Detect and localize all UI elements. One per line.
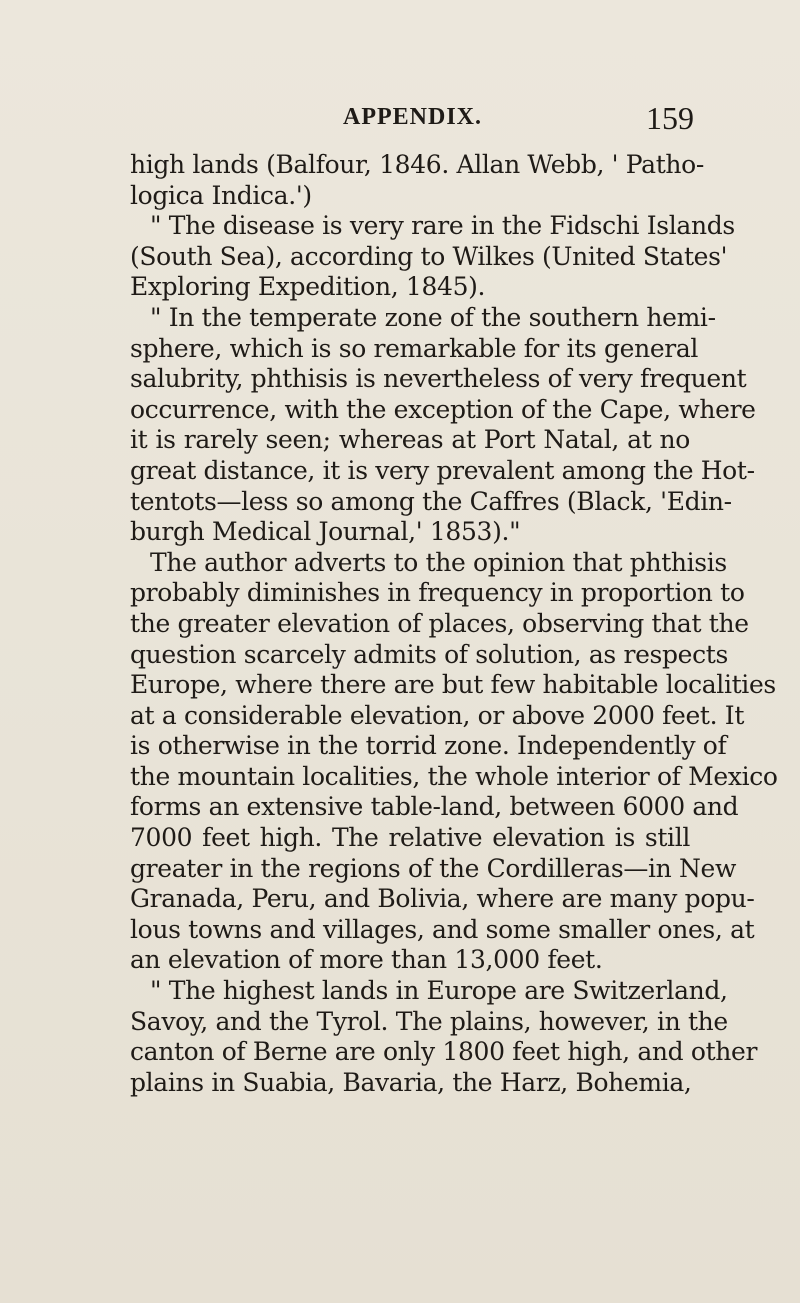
text-line: at a considerable elevation, or above 2000 feet. It (130, 700, 745, 730)
text-line: sphere, which is so remarkable for its general (130, 333, 699, 363)
text-line: burgh Medical Journal,' 1853)." (130, 517, 521, 547)
text-line: " The disease is very rare in the Fidschi Islands (150, 211, 735, 241)
text-line: Granada, Peru, and Bolivia, where are many popu- (130, 884, 755, 914)
text-line: the greater elevation of places, observing that the (130, 608, 749, 638)
text-line: The author adverts to the opinion that phthisis (150, 547, 727, 577)
text-line: Europe, where there are but few habitable localities (130, 670, 776, 700)
running-head (0, 100, 800, 140)
text-line: " The highest lands in Europe are Switzerland, (150, 976, 728, 1006)
text-line: lous towns and villages, and some smaller ones, at (130, 914, 755, 944)
body-text (130, 150, 778, 1098)
text-line: Savoy, and the Tyrol. The plains, however, in the (130, 1006, 728, 1036)
text-line: the mountain localities, the whole interior of Mexico (130, 761, 778, 791)
text-line: an elevation of more than 13,000 feet. (130, 945, 603, 975)
text-line: it is rarely seen; whereas at Port Natal, at no (130, 425, 690, 455)
text-line: Exploring Expedition, 1845). (130, 272, 486, 302)
text-line: plains in Suabia, Bavaria, the Harz, Bohemia, (130, 1067, 692, 1097)
text-line: high lands (Balfour, 1846. Allan Webb, ' Patho- (130, 150, 704, 179)
text-line: tentots—less so among the Caffres (Black, 'Edin- (130, 486, 732, 516)
text-line: salubrity, phthisis is nevertheless of very frequent (130, 364, 747, 394)
text-line: question scarcely admits of solution, as respects (130, 639, 728, 669)
text-line: logica Indica.') (130, 180, 312, 210)
text-line: forms an extensive table-land, between 6000 and (130, 792, 739, 822)
text-line: occurrence, with the exception of the Cape, where (130, 394, 756, 424)
text-line: great distance, it is very prevalent among the Hot- (130, 455, 755, 485)
page-number: 159 (646, 100, 694, 136)
text-line: (South Sea), according to Wilkes (United States' (130, 241, 728, 271)
text-line: canton of Berne are only 1800 feet high, and other (130, 1037, 758, 1067)
text-line: greater in the regions of the Cordilleras—in New (130, 853, 737, 883)
running-title: APPENDIX. (343, 104, 482, 130)
text-line: " In the temperate zone of the southern hemi- (150, 302, 716, 332)
text-line: is otherwise in the torrid zone. Independently of (130, 731, 727, 761)
text-line: 7000 feet high. The relative elevation is still (130, 823, 690, 853)
text-line: probably diminishes in frequency in proportion to (130, 578, 745, 608)
